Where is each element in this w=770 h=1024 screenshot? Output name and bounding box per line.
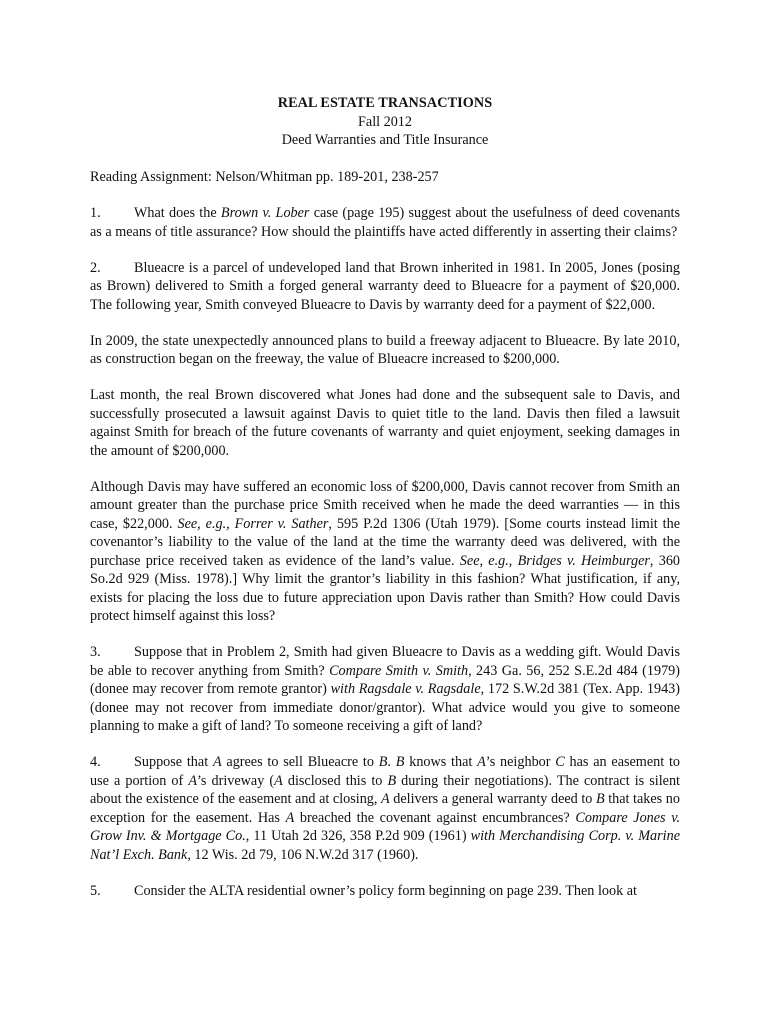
text: disclosed this to <box>282 772 388 789</box>
citation: Compare Smith v. Smith <box>329 662 469 679</box>
question-4 <box>90 753 680 864</box>
text: Suppose that in Problem 2, Smith had given Blueacre to Davis as a wedding gift. Would Davis be able to recover anything from Smith? <box>90 644 680 679</box>
document-header <box>0 94 770 150</box>
question-3 <box>90 643 680 736</box>
question-2-paragraph-4 <box>90 478 680 626</box>
text: , 172 S.W.2d 381 (Tex. App. 1943) (donee may not recover from immediate donor/grantor). What advice would you give to someone planning to make a gift of land? To someone receiving a gift of land? <box>90 681 680 734</box>
text: agrees to sell Blueacre to <box>221 754 379 770</box>
question-number: 1. <box>90 205 101 221</box>
citation: Compare Jones v. Grow Inv. & Mortgage Co. <box>90 809 680 844</box>
text: ’s neighbor <box>485 754 556 770</box>
text: , 595 P.2d 1306 (Utah 1979). [Some courts instead limit the covenantor’s liability to the value of the land at the time the warranty deed was delivered, with the purchase price received taken as evidence of the land’s value. <box>90 515 680 569</box>
text: ’s driveway ( <box>196 772 275 789</box>
party-a: A <box>212 754 222 770</box>
party-a: A <box>285 809 295 826</box>
text: knows that <box>404 754 478 770</box>
course-title: REAL ESTATE TRANSACTIONS <box>277 95 493 111</box>
text: during their negotiations). The contract is silent about the existence of the easement and at closing, <box>90 772 680 807</box>
question-5 <box>90 882 680 901</box>
question-number: 4. <box>90 754 101 770</box>
text: Although Davis may have suffered an economic loss of $200,000, Davis cannot recover from Smith an amount greater than the purchase price Smith received when he made the deed warranties — in this case, $22,000. <box>90 478 680 532</box>
party-a: A <box>188 772 197 789</box>
text: that takes no exception for the easement. Has <box>90 791 680 826</box>
party-a: A <box>381 791 390 807</box>
party-a: A <box>477 754 486 770</box>
question-number: 3. <box>90 644 101 660</box>
question-number: 2. <box>90 259 101 276</box>
citation: See, e.g., Forrer v. Sather <box>177 515 329 532</box>
party-b: B <box>595 791 605 807</box>
question-1 <box>90 204 680 241</box>
party-b: B <box>387 772 397 789</box>
question-2-paragraph-2: In 2009, the state unexpectedly announced plans to build a freeway adjacent to Blueacre. By late 2010, as construction began on the freeway, the value of Blueacre increased to $200,000. <box>90 332 680 367</box>
case-name: Brown v. Lober <box>220 205 310 221</box>
question-2 <box>90 259 680 315</box>
text: , 12 Wis. 2d 79, 106 N.W.2d 317 (1960). <box>187 846 419 863</box>
text: case (page 195) suggest about the usefulness of deed covenants as a means of title assurance? How should the plaintiffs have acted differently in asserting their claims? <box>90 205 681 240</box>
citation: See, e.g., Bridges v. Heimburger <box>459 552 650 569</box>
text: delivers a general warranty deed to <box>389 791 596 807</box>
text: , 11 Utah 2d 326, 358 P.2d 909 (1961) <box>245 828 471 844</box>
text: Consider the ALTA residential owner’s policy form beginning on page 239. Then look at <box>134 882 637 899</box>
party-b: B <box>378 754 388 770</box>
text: breached the covenant against encumbrances? <box>294 809 576 826</box>
citation: with Ragsdale v. Ragsdale <box>330 681 481 697</box>
text: , 243 Ga. 56, 252 S.E.2d 484 (1979) (donee may recover from remote grantor) <box>90 662 680 697</box>
topic-title: Deed Warranties and Title Insurance <box>281 132 489 148</box>
citation: with Merchandising Corp. v. Marine Nat’l Exch. Bank <box>90 828 681 863</box>
text: . <box>387 754 396 770</box>
text: Blueacre is a parcel of undeveloped land that Brown inherited in 1981. In 2005, Jones (posing as Brown) delivered to Smith a forged general warranty deed to Blueacre for a payment of $20,000. The following year, Smith conveyed Blueacre to Davis by warranty deed for a payment of $22,000. <box>90 259 680 313</box>
document-body <box>90 168 680 918</box>
party-c: C <box>555 754 565 770</box>
party-b: B <box>395 754 405 770</box>
text: has an easement to use a portion of <box>90 754 680 789</box>
question-2-paragraph-3: Last month, the real Brown discovered what Jones had done and the subsequent sale to Davis, and successfully prosecuted a lawsuit against Davis to quiet title to the land. Davis then filed a lawsuit against Smith for breach of the future covenants of warranty and quiet enjoyment, seeking damages in the amount of $200,000. <box>90 387 680 459</box>
text: Suppose that <box>134 754 213 770</box>
reading-assignment: Reading Assignment: Nelson/Whitman pp. 189-201, 238-257 <box>90 169 439 185</box>
term: Fall 2012 <box>358 113 412 130</box>
party-a: A <box>274 772 283 789</box>
text: What does the <box>134 205 221 221</box>
question-number: 5. <box>90 882 101 899</box>
text: , 360 So.2d 929 (Miss. 1978).] Why limit the grantor’s liability in this fashion? What justification, if any, exists for placing the loss due to future appreciation upon Davis rather than Smith? How could Davis protect himself against this loss? <box>90 552 681 624</box>
